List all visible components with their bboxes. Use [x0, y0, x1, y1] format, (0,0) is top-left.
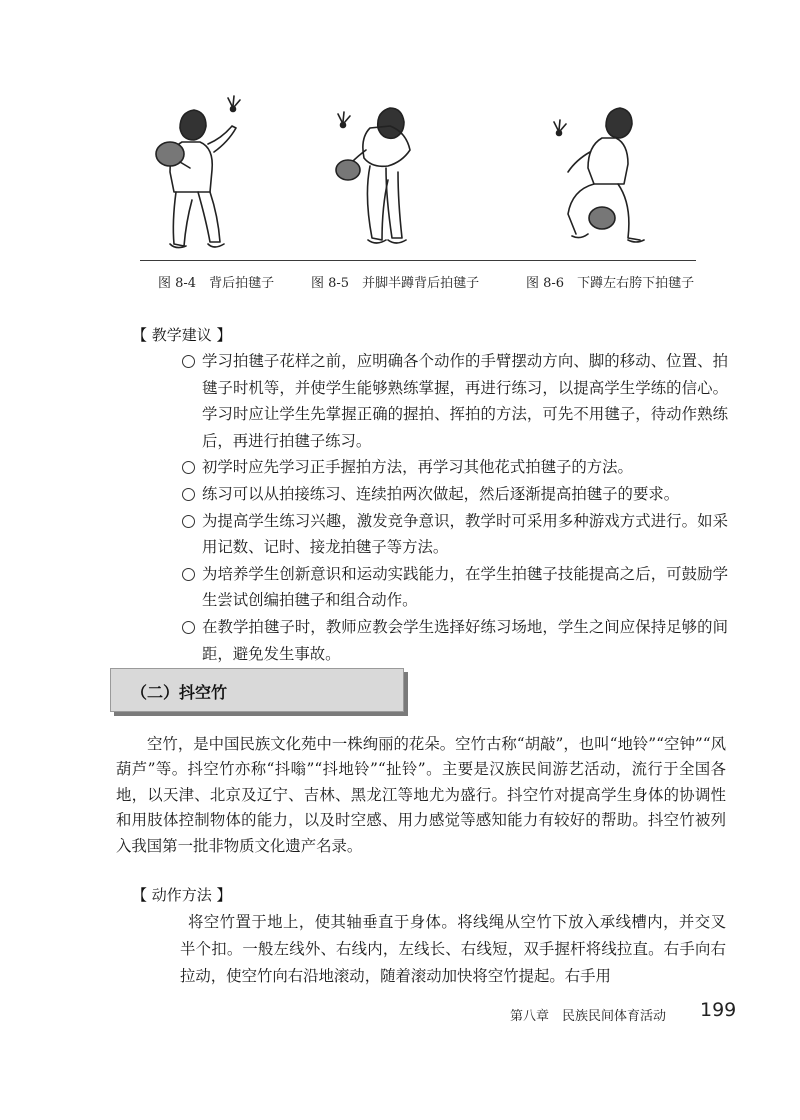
- section-title-box: [110, 668, 404, 712]
- bullet-text: 在教学拍毽子时，教师应教会学生选择好练习场地，学生之间应保持足够的间距，避免发生事故。: [202, 617, 728, 663]
- figure-8-6-caption: 图 8-6 下蹲左右胯下拍毽子: [526, 276, 695, 291]
- list-item: [180, 348, 728, 454]
- figure-8-6-illustration: [550, 92, 670, 252]
- method-paragraph: 将空竹置于地上，使其轴垂直于身体。将线绳从空竹下放入承线槽内，并交叉半个扣。一般左线外、右线内，左线长、右线短，双手握杆将线拉直。右手向右拉动，使空竹向右沿地滚动，随着滚动加快将空竹提起。右手用: [180, 913, 726, 985]
- bullet-text: 为培养学生创新意识和运动实践能力，在学生拍毽子技能提高之后，可鼓励学生尝试创编拍毽子和组合动作。: [202, 564, 728, 610]
- bullet-circle-icon: [182, 515, 195, 528]
- bullet-circle-icon: [182, 461, 195, 474]
- section-title: （二）抖空竹: [131, 683, 228, 702]
- figure-8-5-caption: 图 8-5 并脚半蹲背后拍毽子: [311, 276, 480, 291]
- bullet-circle-icon: [182, 355, 195, 368]
- bullet-circle-icon: [182, 621, 195, 634]
- ground-line: [140, 260, 696, 261]
- chapter-footer: 第八章 民族民间体育活动: [510, 1009, 667, 1024]
- page-number: 199: [700, 999, 737, 1021]
- method-heading: 【 动作方法 】: [132, 886, 232, 904]
- bullet-circle-icon: [182, 568, 195, 581]
- bullet-text: 练习可以从拍接练习、连续拍两次做起，然后逐渐提高拍毽子的要求。: [202, 484, 680, 503]
- bullet-text: 初学时应先学习正手握拍方法，再学习其他花式拍毽子的方法。: [202, 458, 633, 477]
- bullet-circle-icon: [182, 488, 195, 501]
- figure-strip: [135, 92, 695, 257]
- teaching-heading: 【 教学建议 】: [132, 326, 232, 344]
- list-item: [180, 614, 728, 667]
- list-item: [180, 481, 728, 508]
- figure-8-4-illustration: [150, 92, 270, 252]
- list-item: [180, 508, 728, 561]
- figure-8-4-caption: 图 8-4 背后拍毽子: [158, 276, 275, 291]
- list-item: [180, 561, 728, 614]
- bullet-text: 为提高学生练习兴趣，激发竞争意识，教学时可采用多种游戏方式进行。如采用记数、记时、接龙拍毽子等方法。: [202, 511, 728, 557]
- list-item: [180, 454, 728, 481]
- teaching-bullet-list: [180, 348, 728, 667]
- bullet-text: 学习拍毽子花样之前，应明确各个动作的手臂摆动方向、脚的移动、位置、拍毽子时机等，并使学生能够熟练掌握，再进行练习，以提高学生学练的信心。学习时应让学生先掌握正确的握拍、挥拍的方法，可先不用毽子，待动作熟练后，再进行拍毽子练习。: [202, 352, 728, 450]
- figure-8-5-illustration: [330, 92, 450, 252]
- section-intro-paragraph: 空竹，是中国民族文化苑中一株绚丽的花朵。空竹古称“胡敲”，也叫“地铃”“空钟”“风葫芦”等。抖空竹亦称“抖嗡”“抖地铃”“扯铃”。主要是汉族民间游艺活动，流行于全国各地，以天津、北京及辽宁、吉林、黑龙江等地尤为盛行。抖空竹对提高学生身体的协调性和用肢体控制物体的能力，以及时空感、用力感觉等感知能力有较好的帮助。抖空竹被列入我国第一批非物质文化遗产名录。: [116, 735, 726, 855]
